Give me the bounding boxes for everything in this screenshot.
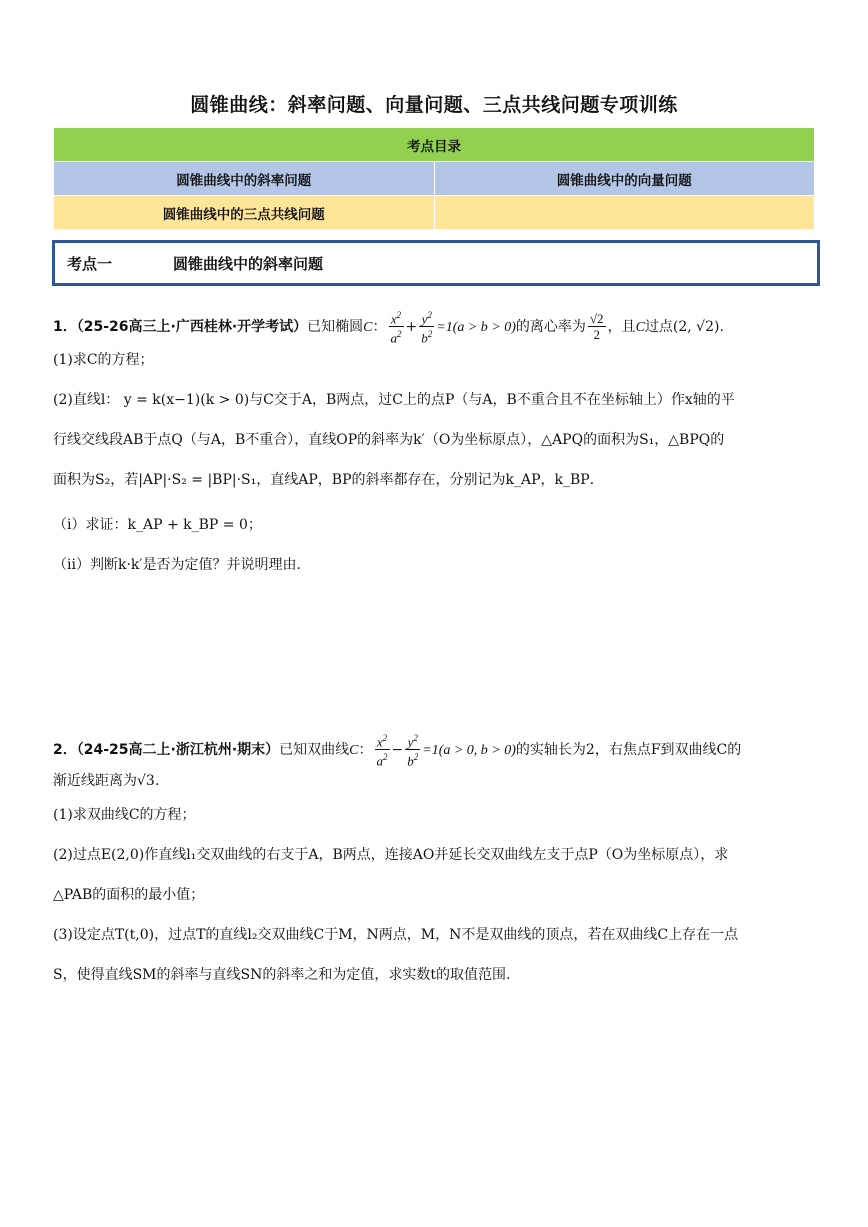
q2-source: （24-25高二上·浙江杭州·期末） (76, 741, 280, 758)
q1-part2-i: （i）求证：k_AP + k_BP = 0； (53, 517, 262, 533)
q2-stem: 2．（24-25高二上·浙江杭州·期末）已知双曲线C： $\frac{x^2}{a^2}$ − $\frac{y^2}{b^2}$ =1(a > 0, b > 0)的实轴长为2，右焦点F到双曲线C的 (53, 733, 742, 769)
q1-stem-c: ，且 (607, 318, 636, 335)
q2-part1: (1)求双曲线C的方程； (53, 807, 196, 823)
q2-part3-line2: S，使得直线SM的斜率与直线SN的斜率之和为定值，求实数t的取值范围. (53, 967, 511, 983)
q1-stem-b: 的离心率为 (515, 318, 586, 335)
q2-number: 2． (53, 741, 77, 758)
toc-header: 考点目录 (54, 128, 815, 162)
q1-part2-line3: 面积为S₂，若|AP|·S₂ = |BP|·S₁，直线AP，BP的斜率都存在，分别记为k_AP，k_BP． (53, 472, 604, 488)
q1-point: (2, √2). (672, 318, 724, 335)
q2-stem-line2: 渐近线距离为√3. (53, 773, 160, 789)
q1-stem-d: 过点 (644, 318, 673, 335)
q2-part2-line1: (2)过点E(2,0)作直线l₁交双曲线的右支于A，B两点，连接AO并延长交双曲线左支于点P（O为坐标原点），求 (53, 847, 729, 863)
q1-stem: 1．（25-26高三上·广西桂林·开学考试）已知椭圆C： $\frac{x^2}{a^2}$ + $\frac{y^2}{b^2}$ =1(a > b > 0)的离心率为 $\frac{√2}{2}$ ，且C过点(2, √2). (53, 310, 724, 346)
q1-number: 1． (53, 318, 77, 335)
q1-source: （25-26高三上·广西桂林·开学考试） (76, 318, 308, 335)
q2-part2-line2: △PAB的面积的最小值； (53, 887, 205, 903)
toc-item-empty (434, 196, 815, 230)
q1-eq-tail: =1(a > b > 0) (436, 319, 516, 335)
q1-frac-ecc: $\frac{√2}{2}$ (589, 311, 604, 343)
q1-stem-a: 已知椭圆 (307, 318, 364, 335)
page-title: 圆锥曲线：斜率问题、向量问题、三点共线问题专项训练 (190, 94, 678, 116)
q1-part2-line2: 行线交线段AB于点Q（与A，B不重合），直线OP的斜率为k′（O为坐标原点），△APQ的面积为S₁，△BPQ的 (53, 432, 725, 448)
toc-item-collinear: 圆锥曲线中的三点共线问题 (54, 196, 435, 230)
toc-item-slope: 圆锥曲线中的斜率问题 (54, 162, 435, 196)
q1-frac-y: $\frac{y^2}{b^2}$ (421, 310, 433, 346)
q2-frac-x: $\frac{x^2}{a^2}$ (376, 733, 388, 769)
q2-stem-a: 已知双曲线 (279, 741, 350, 758)
section-label: 考点一 (67, 255, 113, 273)
q2-part3-line1: (3)设定点T(t,0)，过点T的直线l₂交双曲线C于M，N两点，M，N不是双曲线的顶点，若在双曲线C上存在一点 (53, 927, 739, 943)
q1-part1: (1)求C的方程； (53, 352, 154, 368)
q1-frac-x: $\frac{x^2}{a^2}$ (390, 310, 402, 346)
toc-table (53, 127, 815, 230)
toc-item-vector: 圆锥曲线中的向量问题 (434, 162, 815, 196)
section-name: 圆锥曲线中的斜率问题 (173, 255, 324, 273)
q1-part2-line1: (2)直线l： y = k(x−1)(k > 0)与C交于A，B两点，过C上的点P（与A，B不重合且不在坐标轴上）作x轴的平 (53, 392, 735, 408)
q1-part2-ii: （ii）判断k·k′是否为定值？并说明理由. (53, 557, 302, 573)
q2-eq-tail: =1(a > 0, b > 0) (422, 742, 516, 758)
section-heading (52, 240, 820, 286)
q2-frac-y: $\frac{y^2}{b^2}$ (407, 733, 419, 769)
q2-stem-b: 的实轴长为2，右焦点F到双曲线C的 (515, 741, 742, 758)
